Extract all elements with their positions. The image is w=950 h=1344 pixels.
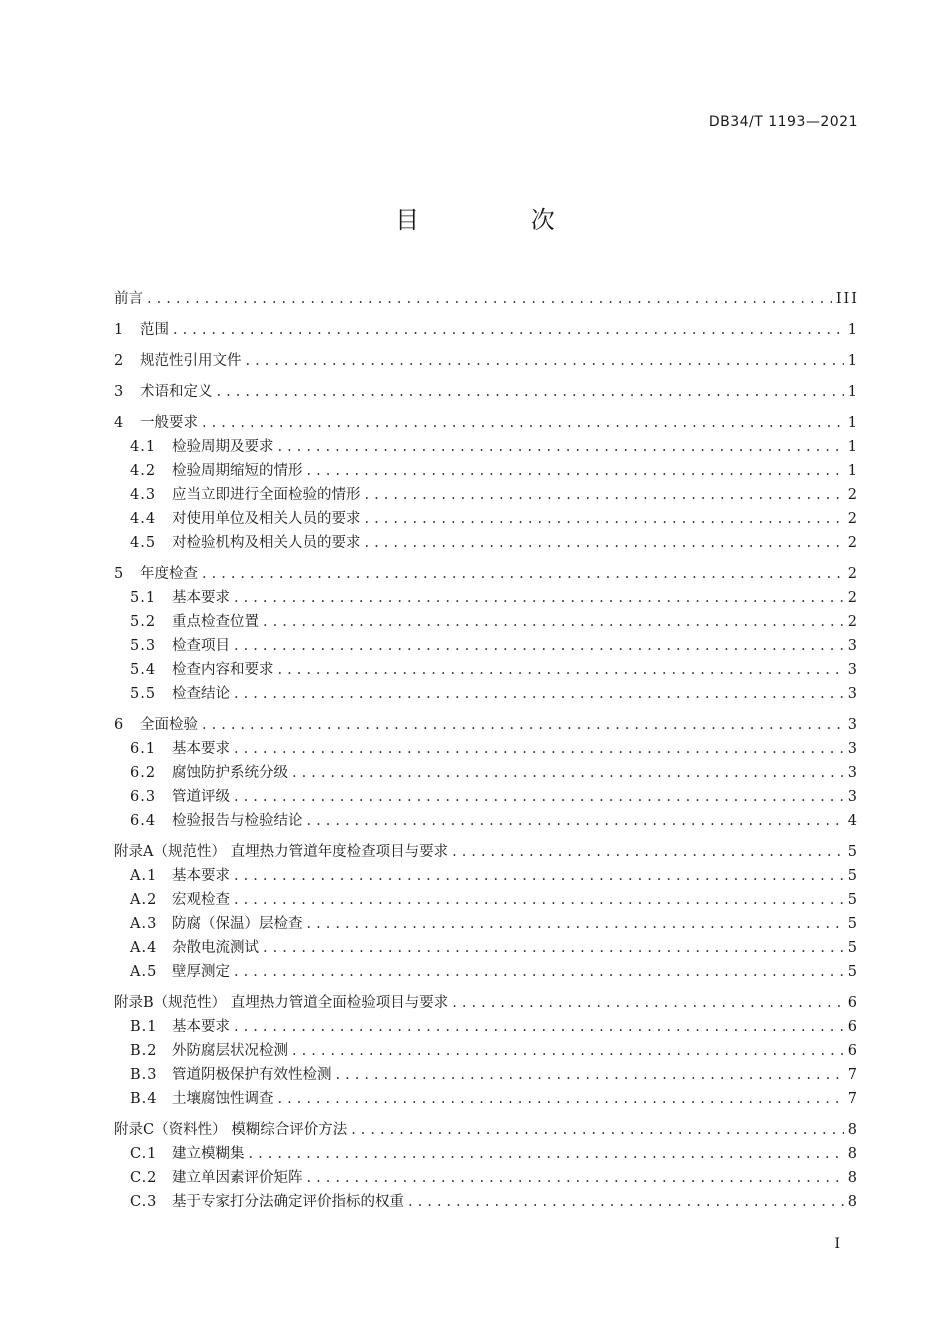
- toc-leader-dots: [234, 586, 844, 610]
- toc-leader-dots: [173, 318, 844, 342]
- toc-entry-page: 2: [847, 487, 859, 503]
- toc-entry-label: 规范性引用文件: [140, 353, 242, 369]
- toc-leader-dots: [278, 435, 844, 459]
- toc-entry-label: 全面检验: [140, 717, 198, 733]
- toc-entry-label: 检查项目: [172, 638, 230, 654]
- toc-leader-dots: [234, 682, 844, 706]
- toc-entry-page: 5: [847, 844, 859, 860]
- toc-entry-page: 6: [847, 995, 859, 1011]
- toc-leader-dots: [365, 483, 844, 507]
- toc-entry-label: 宏观检查: [172, 892, 230, 908]
- toc-entry-page: 1: [847, 322, 859, 338]
- toc-entry-label: 建立模糊集: [172, 1146, 245, 1162]
- toc-leader-dots: [147, 287, 832, 311]
- toc-leader-dots: [202, 713, 844, 737]
- toc-entry[interactable]: [114, 991, 859, 1015]
- toc-entry-label: 基本要求: [172, 1019, 230, 1035]
- toc-entry[interactable]: [114, 888, 859, 912]
- toc-entry-page: 8: [847, 1122, 859, 1138]
- toc-entry-number: 4: [114, 415, 125, 431]
- toc-entry[interactable]: [114, 586, 859, 610]
- toc-entry-label: 前言: [114, 291, 143, 307]
- toc-entry-page: 2: [847, 614, 859, 630]
- toc-leader-dots: [202, 562, 844, 586]
- toc-entry-number: A.4: [130, 940, 158, 956]
- toc-entry-number: 5.5: [130, 686, 157, 702]
- toc-leader-dots: [234, 960, 844, 984]
- toc-leader-dots: [307, 809, 844, 833]
- toc-entry-label: 杂散电流测试: [172, 940, 259, 956]
- toc-leader-dots: [408, 1190, 844, 1214]
- toc-entry-number: B.2: [130, 1043, 158, 1059]
- toc-entry-number: B.1: [130, 1019, 158, 1035]
- toc-leader-dots: [217, 380, 844, 404]
- toc-entry[interactable]: [114, 912, 859, 936]
- toc-entry-page: 5: [847, 892, 859, 908]
- toc-entry-number: C.3: [130, 1194, 158, 1210]
- toc-entry[interactable]: [114, 1063, 859, 1087]
- toc-entry[interactable]: [114, 713, 859, 737]
- toc-entry[interactable]: [114, 1166, 859, 1190]
- toc-entry[interactable]: [114, 682, 859, 706]
- toc-entry[interactable]: [114, 507, 859, 531]
- toc-entry[interactable]: [114, 483, 859, 507]
- toc-leader-dots: [278, 1087, 844, 1111]
- toc-entry-number: 5.2: [130, 614, 157, 630]
- toc-entry-number: 2: [114, 353, 125, 369]
- toc-entry[interactable]: [114, 610, 859, 634]
- toc-entry-number: 5.4: [130, 662, 157, 678]
- toc-entry-label: 外防腐层状况检测: [172, 1043, 288, 1059]
- toc-entry-label: 基本要求: [172, 590, 230, 606]
- toc-entry[interactable]: [114, 634, 859, 658]
- toc-entry-page: 5: [847, 868, 859, 884]
- toc-entry-page: 5: [847, 964, 859, 980]
- toc-leader-dots: [365, 507, 844, 531]
- toc-entry[interactable]: [114, 936, 859, 960]
- toc-leader-dots: [234, 864, 844, 888]
- toc-entry-number: 5.1: [130, 590, 157, 606]
- toc-entry[interactable]: [114, 737, 859, 761]
- toc-entry-number: 4.2: [130, 463, 157, 479]
- toc-entry-label: 对使用单位及相关人员的要求: [172, 511, 361, 527]
- toc-entry-label: 基本要求: [172, 868, 230, 884]
- toc-entry[interactable]: [114, 785, 859, 809]
- toc-entry[interactable]: [114, 435, 859, 459]
- page-title: 目 次: [395, 206, 607, 234]
- toc-entry-number: B.4: [130, 1091, 158, 1107]
- toc-entry-label: 应当立即进行全面检验的情形: [172, 487, 361, 503]
- document-code: DB34/T 1193—2021: [708, 114, 858, 130]
- toc-entry[interactable]: [114, 562, 859, 586]
- toc-leader-dots: [336, 1063, 844, 1087]
- toc-entry-page: 3: [847, 638, 859, 654]
- toc-entry-page: 2: [847, 590, 859, 606]
- toc-leader-dots: [351, 1118, 844, 1142]
- toc-entry-label: 附录C（资料性） 模糊综合评价方法: [114, 1122, 348, 1138]
- toc-leader-dots: [307, 1166, 844, 1190]
- toc-entry-number: 4.1: [130, 439, 157, 455]
- toc-entry-label: 附录A（规范性） 直埋热力管道年度检查项目与要求: [114, 844, 449, 860]
- toc-entry-page: 2: [847, 511, 859, 527]
- toc-leader-dots: [263, 936, 844, 960]
- toc-entry-label: 检验报告与检验结论: [172, 813, 303, 829]
- toc-entry-number: 5: [114, 566, 125, 582]
- toc-leader-dots: [452, 840, 844, 864]
- toc-leader-dots: [278, 658, 844, 682]
- toc-leader-dots: [234, 1015, 844, 1039]
- page-number: I: [834, 1236, 840, 1252]
- toc-entry-label: 土壤腐蚀性调查: [172, 1091, 274, 1107]
- toc-entry-page: 7: [847, 1091, 859, 1107]
- toc-entry-page: 8: [847, 1170, 859, 1186]
- toc-entry[interactable]: [114, 459, 859, 483]
- toc-entry[interactable]: [114, 960, 859, 984]
- toc-entry-label: 重点检查位置: [172, 614, 259, 630]
- toc-entry-page: 8: [847, 1194, 859, 1210]
- toc-entry-label: 检验周期缩短的情形: [172, 463, 303, 479]
- toc-entry-number: C.1: [130, 1146, 158, 1162]
- toc-entry[interactable]: [114, 1087, 859, 1111]
- toc-entry-label: 检查内容和要求: [172, 662, 274, 678]
- toc-entry-number: A.2: [130, 892, 158, 908]
- toc-leader-dots: [249, 1142, 844, 1166]
- toc-entry-page: 8: [847, 1146, 859, 1162]
- toc-entry-label: 对检验机构及相关人员的要求: [172, 535, 361, 551]
- toc-entry-number: 5.3: [130, 638, 157, 654]
- toc-entry[interactable]: [114, 531, 859, 555]
- toc-entry[interactable]: [114, 380, 859, 404]
- toc-entry-page: 3: [847, 717, 859, 733]
- toc-entry-number: 6.2: [130, 765, 157, 781]
- toc-entry[interactable]: [114, 658, 859, 682]
- toc-entry[interactable]: [114, 864, 859, 888]
- toc-entry-page: 3: [847, 741, 859, 757]
- toc-entry-page: 3: [847, 686, 859, 702]
- toc-entry-page: 1: [847, 463, 859, 479]
- toc-entry[interactable]: [114, 1190, 859, 1214]
- toc-entry-label: 防腐（保温）层检查: [172, 916, 303, 932]
- toc-entry-page: 1: [847, 415, 859, 431]
- toc-leader-dots: [263, 610, 844, 634]
- toc-entry-label: 一般要求: [140, 415, 198, 431]
- toc-entry-page: 3: [847, 765, 859, 781]
- toc-entry-label: 附录B（规范性） 直埋热力管道全面检验项目与要求: [114, 995, 449, 1011]
- toc-entry-page: 6: [847, 1019, 859, 1035]
- toc-entry-number: 3: [114, 384, 125, 400]
- toc-entry-label: 检验周期及要求: [172, 439, 274, 455]
- toc-entry[interactable]: [114, 761, 859, 785]
- toc-entry[interactable]: [114, 840, 859, 864]
- toc-leader-dots: [365, 531, 844, 555]
- toc-entry-page: 6: [847, 1043, 859, 1059]
- toc-entry-label: 管道阴极保护有效性检测: [172, 1067, 332, 1083]
- toc-entry-page: 1: [847, 353, 859, 369]
- toc-entry-page: 3: [847, 789, 859, 805]
- toc-entry-label: 术语和定义: [140, 384, 213, 400]
- toc-leader-dots: [202, 411, 844, 435]
- toc-leader-dots: [292, 761, 844, 785]
- toc-entry-number: 6.4: [130, 813, 157, 829]
- toc-entry-number: 6.1: [130, 741, 157, 757]
- toc-entry-page: III: [835, 291, 859, 307]
- toc-entry-label: 腐蚀防护系统分级: [172, 765, 288, 781]
- toc-entry-label: 壁厚测定: [172, 964, 230, 980]
- toc-entry-page: 2: [847, 566, 859, 582]
- toc-entry[interactable]: [114, 809, 859, 833]
- toc-leader-dots: [307, 912, 844, 936]
- toc-leader-dots: [307, 459, 844, 483]
- toc-entry[interactable]: [114, 1118, 859, 1142]
- toc-leader-dots: [234, 888, 844, 912]
- toc-entry[interactable]: [114, 287, 859, 311]
- toc-entry-page: 5: [847, 916, 859, 932]
- toc-entry-number: 6.3: [130, 789, 157, 805]
- toc-entry-number: A.3: [130, 916, 158, 932]
- toc-entry-number: 1: [114, 322, 125, 338]
- toc-entry-label: 基本要求: [172, 741, 230, 757]
- toc-entry-label: 年度检查: [140, 566, 198, 582]
- toc-entry-page: 5: [847, 940, 859, 956]
- toc-entry-page: 2: [847, 535, 859, 551]
- toc-entry-label: 检查结论: [172, 686, 230, 702]
- toc-leader-dots: [234, 785, 844, 809]
- toc-leader-dots: [234, 634, 844, 658]
- toc-leader-dots: [246, 349, 844, 373]
- toc-entry-label: 管道评级: [172, 789, 230, 805]
- toc-entry-number: 4.4: [130, 511, 157, 527]
- toc-leader-dots: [234, 737, 844, 761]
- toc-entry-number: C.2: [130, 1170, 158, 1186]
- toc-entry-number: B.3: [130, 1067, 158, 1083]
- toc-entry[interactable]: [114, 318, 859, 342]
- toc-entry[interactable]: [114, 1015, 859, 1039]
- toc-entry-page: 4: [847, 813, 859, 829]
- toc-entry-page: 1: [847, 439, 859, 455]
- toc-entry-label: 基于专家打分法确定评价指标的权重: [172, 1194, 404, 1210]
- table-of-contents: [114, 287, 859, 1214]
- toc-entry-label: 建立单因素评价矩阵: [172, 1170, 303, 1186]
- toc-entry[interactable]: [114, 411, 859, 435]
- toc-entry-number: A.1: [130, 868, 158, 884]
- toc-leader-dots: [292, 1039, 844, 1063]
- toc-entry-number: 4.5: [130, 535, 157, 551]
- toc-leader-dots: [452, 991, 844, 1015]
- toc-entry-number: 4.3: [130, 487, 157, 503]
- toc-entry-page: 7: [847, 1067, 859, 1083]
- toc-entry-number: A.5: [130, 964, 158, 980]
- toc-entry-number: 6: [114, 717, 125, 733]
- toc-entry-label: 范围: [140, 322, 169, 338]
- toc-entry-page: 1: [847, 384, 859, 400]
- toc-entry[interactable]: [114, 1039, 859, 1063]
- toc-entry[interactable]: [114, 349, 859, 373]
- toc-entry-page: 3: [847, 662, 859, 678]
- toc-entry[interactable]: [114, 1142, 859, 1166]
